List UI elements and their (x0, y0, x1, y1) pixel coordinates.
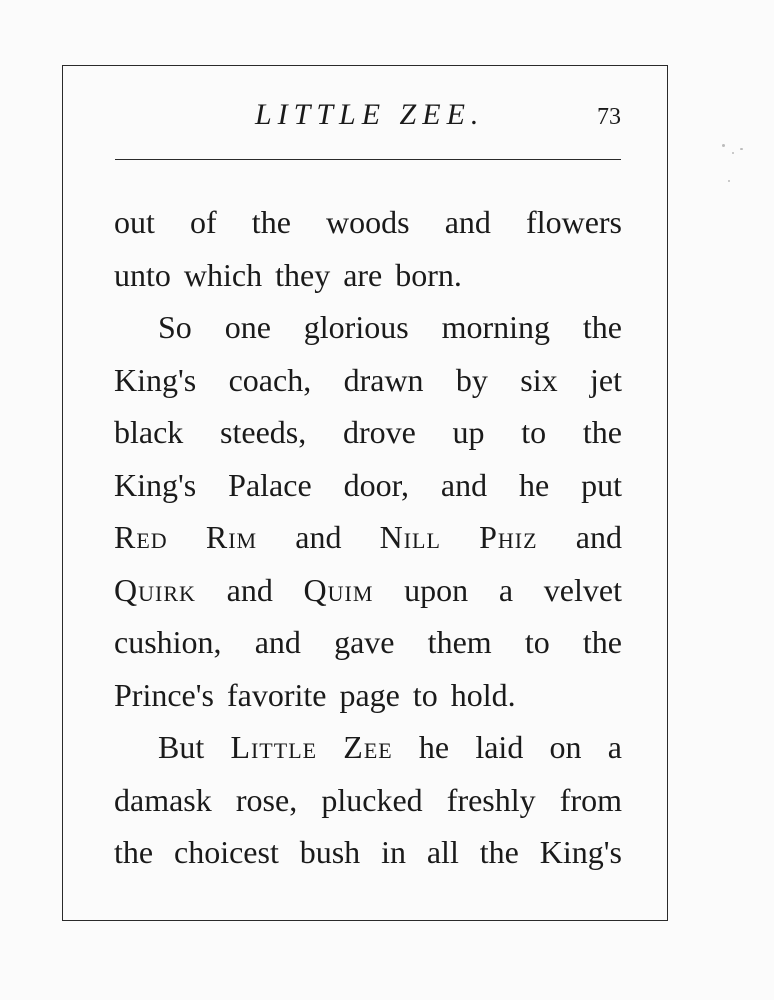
speck (732, 152, 734, 154)
word: the (114, 834, 154, 870)
word: Little (230, 729, 318, 765)
word: six (520, 361, 558, 398)
word: to (521, 414, 547, 450)
running-title: LITTLE ZEE. (255, 98, 485, 131)
word: and (440, 466, 488, 503)
word: and (575, 519, 622, 555)
word: and (254, 624, 301, 660)
text-line (114, 774, 622, 827)
word: glorious (303, 309, 409, 345)
word: favorite (226, 676, 327, 713)
word: morning (441, 309, 550, 345)
text-line (114, 616, 622, 669)
word: gave (334, 624, 395, 660)
word: rose, (235, 781, 298, 818)
word: Quirk (114, 571, 196, 608)
paper-specks (716, 140, 756, 200)
word: velvet (543, 571, 622, 608)
word: Red (114, 519, 168, 555)
word: the (479, 834, 519, 870)
word: and (444, 204, 491, 240)
header-rule (115, 159, 621, 160)
word: Quim (303, 571, 374, 608)
text-line (114, 669, 622, 722)
text-line (114, 249, 622, 302)
word: coach, (228, 361, 312, 398)
word: the (582, 414, 622, 450)
speck (722, 144, 725, 147)
word: one (224, 309, 271, 345)
text-line (114, 511, 622, 564)
word: plucked (321, 781, 423, 818)
word: choicest (173, 834, 279, 870)
word: he (418, 729, 450, 765)
word: unto (114, 256, 171, 293)
word: freshly (446, 781, 536, 818)
word: King's (114, 466, 197, 503)
word: woods (326, 204, 410, 240)
word: flowers (526, 204, 622, 240)
word: to (412, 676, 438, 713)
word: But (158, 729, 205, 765)
text-line (114, 459, 622, 512)
word: cushion, (114, 624, 222, 660)
page-number: 73 (597, 104, 621, 130)
word: a (498, 571, 514, 608)
word: drawn (343, 361, 424, 398)
word: are (343, 256, 383, 293)
text-line (114, 301, 622, 354)
word: Rim (205, 519, 258, 555)
word: page (339, 676, 400, 713)
word: bush (299, 834, 361, 870)
text-line (114, 406, 622, 459)
word: the (251, 204, 291, 240)
word: Zee (343, 729, 393, 765)
text-line (114, 721, 622, 774)
word: laid (475, 729, 524, 765)
word: born. (395, 256, 462, 293)
word: and (226, 571, 273, 608)
running-head (115, 95, 621, 135)
word: upon (404, 571, 469, 608)
word: King's (114, 361, 197, 398)
word: to (524, 624, 550, 660)
word: the (582, 309, 622, 345)
text-line (114, 196, 622, 249)
word: Nill (379, 519, 441, 555)
word: out (114, 204, 155, 240)
word: damask (114, 781, 212, 818)
speck (728, 180, 730, 182)
word: jet (590, 361, 622, 398)
body-text (114, 196, 622, 879)
word: drove (342, 414, 416, 450)
word: in (381, 834, 406, 870)
word: they (275, 256, 331, 293)
speck (740, 148, 743, 150)
word: hold. (450, 676, 516, 713)
word: door, (343, 466, 409, 503)
word: from (559, 781, 622, 818)
word: and (295, 519, 342, 555)
word: So (158, 309, 192, 345)
text-line (114, 354, 622, 407)
word: Phiz (479, 519, 538, 555)
text-line (114, 826, 622, 879)
word: he (518, 466, 550, 503)
word: black (114, 414, 184, 450)
word: the (582, 624, 622, 660)
word: Prince's (114, 676, 214, 713)
word: put (581, 466, 622, 503)
word: by (455, 361, 488, 398)
word: up (452, 414, 485, 450)
word: King's (539, 834, 622, 870)
word: on (549, 729, 582, 765)
word: steeds, (220, 414, 307, 450)
word: Palace (228, 466, 312, 503)
text-line (114, 564, 622, 617)
word: them (427, 624, 492, 660)
word: a (607, 729, 622, 765)
word: of (190, 204, 217, 240)
word: all (426, 834, 459, 870)
word: which (183, 256, 263, 293)
